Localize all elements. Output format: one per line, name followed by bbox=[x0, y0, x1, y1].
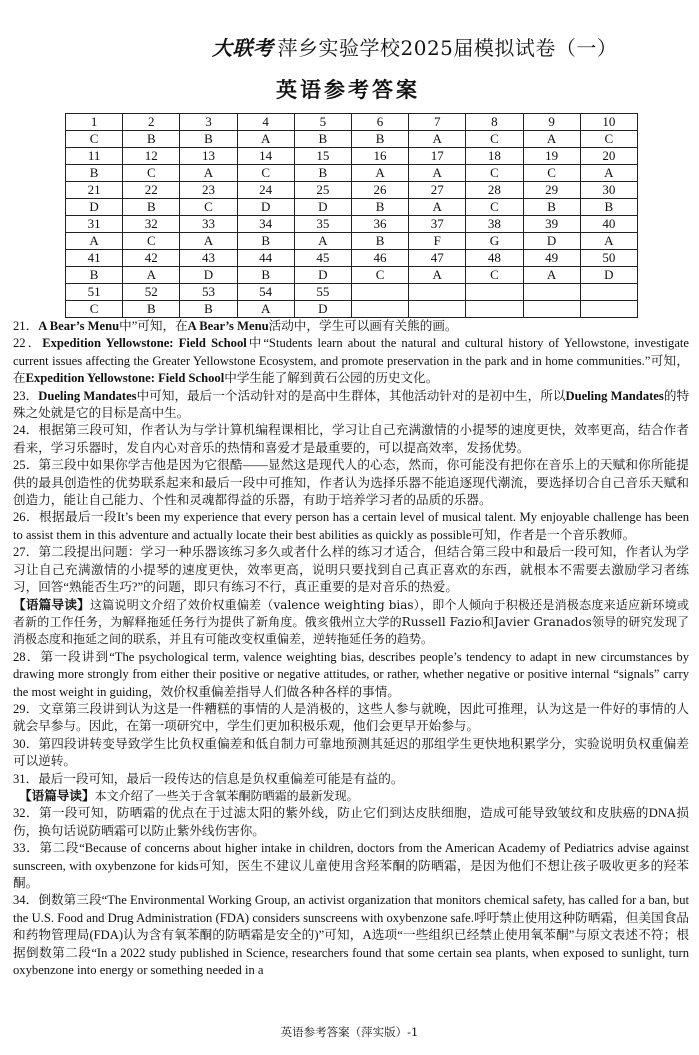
answer-row bbox=[66, 131, 638, 148]
answer-cell: C bbox=[237, 165, 294, 182]
explanation-item bbox=[13, 840, 689, 892]
text-segment: 25．第三段中如果你学吉他是因为它很酷——显然这是现代人的心态，然而，你可能没有把你在音乐上的天赋和你所能提供的最具创造性的优势联系起来和最后一段中可推知，作者认为选择乐器不能追逐现代潮流，要选择切合自己音乐天赋和创造力，能让自己能力、个性和灵魂都得益的乐器，有助于培养学习者的品质的乐器。 bbox=[13, 458, 689, 508]
answer-cell: A bbox=[580, 165, 637, 182]
answer-cell: C bbox=[466, 165, 523, 182]
answer-cell: B bbox=[351, 131, 408, 148]
answer-cell: A bbox=[523, 131, 580, 148]
question-number-cell: 28 bbox=[466, 182, 523, 199]
text-segment: 26．根据最后一段It’s been my experience that every person has a certain level of musical talent. My enjoyable challenge has been to assist them in this adventure and actually locate their best abilities as quickly as possible可知，作者是一个音乐教师。 bbox=[13, 510, 689, 542]
text-segment: 31．最后一段可知，最后一段传达的信息是负权重偏差可能是有益的。 bbox=[13, 771, 404, 786]
question-number-cell: 37 bbox=[409, 216, 466, 233]
question-number-cell: 44 bbox=[237, 250, 294, 267]
question-number-cell: 9 bbox=[523, 114, 580, 131]
text-segment: 这篇说明文介绍了效价权重偏差（valence weighting bias），即个人倾向于积极还是消极态度来适应新环境或者新的工作任务，为解释拖延任务行为提供了新角度。俄亥俄州立大学的Russell Fazio和Javier Granados领导的研究发现了消极态度和拖延之间的联系，并且有可能改变权重偏差，逆转拖延任务的趋势。 bbox=[13, 597, 689, 647]
explanations bbox=[13, 318, 689, 979]
answer-cell: A bbox=[180, 233, 237, 250]
bold-term: A Bear’s Menu bbox=[38, 319, 120, 333]
answer-cell bbox=[580, 301, 637, 318]
exam-title-text: 萍乡实验学校2025届模拟试卷（一） bbox=[277, 36, 618, 60]
question-number-cell: 13 bbox=[180, 148, 237, 165]
text-segment: 的特殊之处就是它的目标是高中生。 bbox=[13, 388, 690, 421]
question-number-cell: 48 bbox=[466, 250, 523, 267]
question-number-cell: 53 bbox=[180, 284, 237, 301]
answer-cell: D bbox=[237, 199, 294, 216]
explanation-item bbox=[13, 422, 689, 457]
answer-cell: A bbox=[237, 301, 294, 318]
answer-row bbox=[66, 199, 638, 216]
answer-cell: A bbox=[294, 233, 351, 250]
answer-cell: C bbox=[466, 199, 523, 216]
question-number-cell: 17 bbox=[409, 148, 466, 165]
question-number-row bbox=[66, 250, 638, 267]
answer-cell: B bbox=[580, 199, 637, 216]
question-number-cell: 50 bbox=[580, 250, 637, 267]
question-number-cell: 16 bbox=[351, 148, 408, 165]
text-segment: 23． bbox=[13, 388, 39, 403]
explanation-item bbox=[13, 509, 689, 544]
question-number-cell: 43 bbox=[180, 250, 237, 267]
explanation-item bbox=[13, 805, 689, 840]
question-number-cell: 12 bbox=[123, 148, 180, 165]
answer-cell: A bbox=[409, 199, 466, 216]
exam-title bbox=[212, 32, 617, 61]
question-number-cell: 45 bbox=[294, 250, 351, 267]
answer-table bbox=[65, 113, 638, 318]
question-number-cell: 18 bbox=[466, 148, 523, 165]
answer-row bbox=[66, 267, 638, 284]
answer-cell: A bbox=[409, 165, 466, 182]
answer-cell: D bbox=[523, 233, 580, 250]
explanation-item bbox=[13, 701, 689, 736]
question-number-cell: 29 bbox=[523, 182, 580, 199]
question-number-cell: 26 bbox=[351, 182, 408, 199]
answer-cell: G bbox=[466, 233, 523, 250]
question-number-cell: 19 bbox=[523, 148, 580, 165]
answer-row bbox=[66, 233, 638, 250]
answer-cell: C bbox=[180, 199, 237, 216]
question-number-cell: 34 bbox=[237, 216, 294, 233]
text-segment: 活动中，学生可以画有关熊的画。 bbox=[268, 319, 458, 333]
question-number-cell: 23 bbox=[180, 182, 237, 199]
answer-cell: B bbox=[351, 233, 408, 250]
question-number-cell: 41 bbox=[66, 250, 123, 267]
explanation-item bbox=[13, 457, 689, 509]
answer-cell: B bbox=[237, 233, 294, 250]
answer-cell: D bbox=[294, 199, 351, 216]
explanation-item bbox=[13, 771, 689, 788]
question-number-cell bbox=[466, 284, 523, 301]
guide-label: 【语篇导读】 bbox=[13, 597, 90, 612]
question-number-cell: 42 bbox=[123, 250, 180, 267]
explanation-item bbox=[13, 892, 689, 979]
guide-label: 【语篇导读】 bbox=[19, 788, 95, 803]
text-segment: 29．文章第三段讲到认为这是一件糟糕的事情的人是消极的，这些人参与就晚，因此可推理，认为这是一件好的事情的人就会早参与。因此，在第一项研究中，学生们更加积极乐观，他们会更早开始参与。 bbox=[13, 701, 689, 734]
answer-cell: D bbox=[66, 199, 123, 216]
bold-term: Dueling Mandates bbox=[38, 388, 137, 403]
question-number-cell: 36 bbox=[351, 216, 408, 233]
text-segment: 22． bbox=[13, 336, 43, 351]
question-number-cell: 49 bbox=[523, 250, 580, 267]
bold-term: Expedition Yellowstone: Field School bbox=[25, 371, 225, 386]
answer-cell: B bbox=[351, 199, 408, 216]
question-number-cell: 32 bbox=[123, 216, 180, 233]
answer-cell: C bbox=[66, 301, 123, 318]
answer-cell: B bbox=[180, 301, 237, 318]
question-number-row bbox=[66, 216, 638, 233]
question-number-cell: 7 bbox=[409, 114, 466, 131]
answer-cell: B bbox=[123, 199, 180, 216]
answer-cell: A bbox=[580, 233, 637, 250]
question-number-cell bbox=[523, 284, 580, 301]
question-number-cell: 20 bbox=[580, 148, 637, 165]
answer-cell: A bbox=[351, 165, 408, 182]
answer-cell: C bbox=[466, 131, 523, 148]
question-number-cell: 51 bbox=[66, 284, 123, 301]
question-number-cell: 38 bbox=[466, 216, 523, 233]
passage-guide bbox=[13, 788, 689, 805]
answer-cell bbox=[466, 301, 523, 318]
page-footer: 英语参考答案（萍实版）-1 bbox=[280, 1025, 419, 1039]
answer-cell bbox=[351, 301, 408, 318]
question-number-cell: 47 bbox=[409, 250, 466, 267]
answer-row bbox=[66, 165, 638, 182]
question-number-cell bbox=[351, 284, 408, 301]
question-number-cell: 21 bbox=[66, 182, 123, 199]
answer-cell: B bbox=[180, 131, 237, 148]
answer-cell: D bbox=[180, 267, 237, 284]
answer-cell: B bbox=[237, 267, 294, 284]
answer-cell: A bbox=[409, 267, 466, 284]
question-number-row bbox=[66, 114, 638, 131]
question-number-cell: 31 bbox=[66, 216, 123, 233]
answer-cell: A bbox=[237, 131, 294, 148]
answer-cell: A bbox=[409, 131, 466, 148]
answer-cell: C bbox=[351, 267, 408, 284]
question-number-cell: 8 bbox=[466, 114, 523, 131]
text-segment: 21． bbox=[13, 319, 39, 333]
passage-guide bbox=[13, 597, 689, 649]
question-number-cell bbox=[409, 284, 466, 301]
question-number-cell: 14 bbox=[237, 148, 294, 165]
text-segment: 33．第二段“Because of concerns about higher intake in children, doctors from the American Academy of Pediatrics advise against sunscreen, with oxybenzone for kids可知，医生不建议儿童使用含羟苯酮的防晒霜，是因为他们不想让孩子吸收更多的羟苯酮。 bbox=[13, 841, 689, 890]
answer-key-subtitle: 英语参考答案 bbox=[276, 78, 420, 102]
question-number-cell: 27 bbox=[409, 182, 466, 199]
text-segment: 32．第一段可知，防晒霜的优点在于过滤太阳的紫外线，防止它们到达皮肤细胞，造成可能导致皱纹和皮肤癌的DNA损伤，换句话说防晒霜可以防止紫外线伤害你。 bbox=[13, 806, 689, 838]
question-number-cell: 52 bbox=[123, 284, 180, 301]
answer-cell: D bbox=[580, 267, 637, 284]
answer-cell: D bbox=[294, 301, 351, 318]
text-segment: 中“Students learn about the natural and cultural history of Yellowstone, investigate current issues affecting the Greater Yellowstone Ecosystem, and promote preservation in the park and in home communities.”可知，在 bbox=[13, 336, 689, 386]
question-number-cell: 24 bbox=[237, 182, 294, 199]
answer-cell: C bbox=[523, 165, 580, 182]
text-segment: 中可知，最后一个活动针对的是高中生群体，其他活动针对的是初中生，所以 bbox=[136, 388, 566, 403]
question-number-cell: 3 bbox=[180, 114, 237, 131]
explanation-item bbox=[13, 388, 689, 423]
answer-cell: B bbox=[523, 199, 580, 216]
answer-cell: F bbox=[409, 233, 466, 250]
text-segment: 34．倒数第三段“The Environmental Working Group, an activist organization that monitors chemical safety, has called for a ban, but the U.S. Food and Drug Administration (FDA) considers sunscreens with oxybenzone safe.呼吁禁止使用这种防晒霜，但美国食品和药物管理局(FDA)认为含有氧苯酮的防晒霜是安全的)”可知，A选项“一些组织已经禁止使用氧苯酮”与原文表述不符；根据倒数第二段“In a 2022 study published in Science, researchers found that some certain sea plants, when exposed to sunlight, turn oxybenzone into energy or something needed in a bbox=[13, 893, 689, 978]
question-number-cell: 2 bbox=[123, 114, 180, 131]
text-segment: 中”可知，在 bbox=[119, 319, 188, 333]
answer-row bbox=[66, 301, 638, 318]
explanation-item bbox=[13, 544, 689, 596]
brand-logo: 大联考 bbox=[212, 36, 274, 60]
answer-cell: C bbox=[66, 131, 123, 148]
text-segment: 28．第一段讲到“The psychological term, valence weighting bias, describes people’s tendency to adapt in new circumstances by drawing more strongly from either their positive or negative attitudes, or rather, whether negative or positive internal “signals” carry the most weight in guiding，效价权重偏差指导人们做各种各样的事情。 bbox=[13, 649, 689, 699]
answer-cell: C bbox=[580, 131, 637, 148]
answer-cell: C bbox=[123, 233, 180, 250]
bold-term: Dueling Mandates bbox=[565, 388, 664, 403]
explanation-item bbox=[13, 649, 689, 701]
answer-cell: B bbox=[294, 165, 351, 182]
question-number-cell: 10 bbox=[580, 114, 637, 131]
answer-cell: B bbox=[66, 267, 123, 284]
explanation-item bbox=[13, 335, 689, 387]
question-number-cell: 15 bbox=[294, 148, 351, 165]
answer-cell: C bbox=[466, 267, 523, 284]
question-number-cell: 54 bbox=[237, 284, 294, 301]
bold-term: Expedition Yellowstone: Field School bbox=[42, 336, 247, 351]
answer-cell bbox=[409, 301, 466, 318]
question-number-cell: 55 bbox=[294, 284, 351, 301]
answer-cell: C bbox=[123, 165, 180, 182]
question-number-cell: 39 bbox=[523, 216, 580, 233]
answer-cell bbox=[523, 301, 580, 318]
text-segment: 27．第二段提出问题：学习一种乐器该练习多久或者什么样的练习才适合，但结合第三段中和最后一段可知，作者认为学习让自己充满激情的小提琴的速度更快，效率更高，说明只要找到自己真正喜欢的东西，就根本不需要去激励学习者练习，回答“熟能否生巧?”的问题，即只有练习不行，真正重要的是对音乐的热爱。 bbox=[13, 545, 689, 595]
bold-term: A Bear’s Menu bbox=[187, 319, 269, 333]
question-number-cell: 11 bbox=[66, 148, 123, 165]
text-segment: 24．根据第三段可知，作者认为与学计算机编程课相比，学习让自己充满激情的小提琴的速度更快，效率更高，结合作者看来，学习乐器时，发自内心对音乐的热情和喜爱才是最重要的，可以提高效率，发扬优势。 bbox=[13, 423, 689, 455]
question-number-cell bbox=[580, 284, 637, 301]
question-number-row bbox=[66, 182, 638, 199]
question-number-cell: 6 bbox=[351, 114, 408, 131]
text-segment: 30．第四段讲转变导致学生比负权重偏差和低自制力可靠地预测其延迟的那组学生更快地积累学分，实验说明负权重偏差可以逆转。 bbox=[13, 736, 689, 769]
text-segment: 中学生能了解到黄石公园的历史文化。 bbox=[224, 371, 439, 386]
answer-cell: B bbox=[123, 131, 180, 148]
answer-cell: B bbox=[294, 131, 351, 148]
question-number-cell: 1 bbox=[66, 114, 123, 131]
answer-cell: A bbox=[523, 267, 580, 284]
question-number-row bbox=[66, 148, 638, 165]
answer-cell: B bbox=[123, 301, 180, 318]
question-number-cell: 30 bbox=[580, 182, 637, 199]
answer-cell: A bbox=[66, 233, 123, 250]
explanation-item bbox=[13, 736, 689, 771]
answer-cell: A bbox=[123, 267, 180, 284]
question-number-cell: 35 bbox=[294, 216, 351, 233]
explanation-item bbox=[13, 318, 689, 335]
question-number-cell: 22 bbox=[123, 182, 180, 199]
question-number-cell: 40 bbox=[580, 216, 637, 233]
text-segment: 本文介绍了一些关于含氧苯酮防晒霜的最新发现。 bbox=[94, 788, 359, 803]
question-number-cell: 46 bbox=[351, 250, 408, 267]
question-number-cell: 33 bbox=[180, 216, 237, 233]
question-number-cell: 25 bbox=[294, 182, 351, 199]
question-number-cell: 4 bbox=[237, 114, 294, 131]
question-number-row bbox=[66, 284, 638, 301]
answer-cell: A bbox=[180, 165, 237, 182]
answer-cell: B bbox=[66, 165, 123, 182]
question-number-cell: 5 bbox=[294, 114, 351, 131]
answer-cell: D bbox=[294, 267, 351, 284]
